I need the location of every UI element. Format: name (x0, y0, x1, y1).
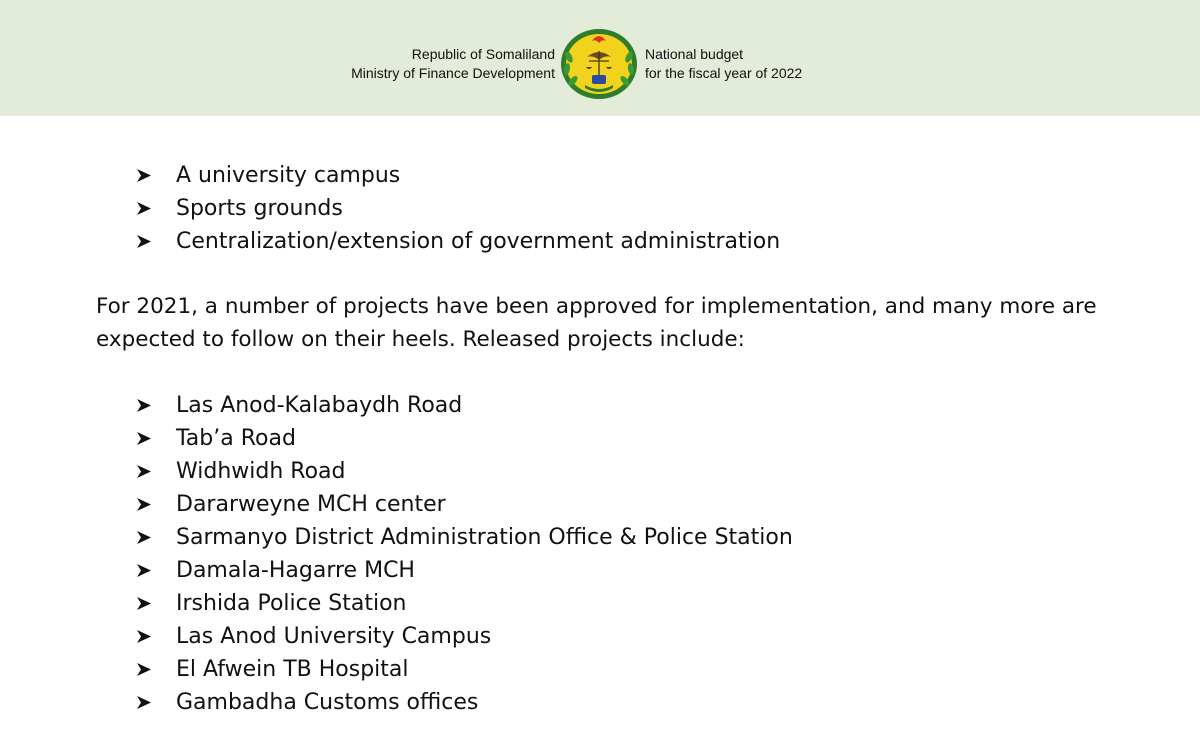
list-item (137, 389, 793, 422)
header-ministry-text: Ministry of Finance Development (351, 65, 555, 81)
list-item (137, 192, 780, 225)
arrowhead-bullet-icon (137, 663, 151, 676)
arrowhead-bullet-icon (137, 169, 151, 182)
list-item (137, 587, 793, 620)
paragraph-line: expected to follow on their heels. Released projects include: (96, 327, 745, 352)
list-item (137, 521, 793, 554)
header-fiscal-year-text: for the fiscal year of 2022 (645, 65, 803, 81)
arrowhead-bullet-icon (137, 498, 151, 511)
arrowhead-bullet-icon (137, 202, 151, 215)
list-item (137, 225, 780, 258)
header-budget-text: National budget (645, 46, 744, 62)
arrowhead-bullet-icon (137, 696, 151, 709)
facilities-list (137, 159, 780, 258)
arrowhead-bullet-icon (137, 531, 151, 544)
list-item-text: Gambadha Customs offices (176, 690, 479, 715)
list-item (137, 159, 780, 192)
header-republic-text: Republic of Somaliland (411, 46, 555, 62)
list-item (137, 554, 793, 587)
list-item-text: A university campus (176, 163, 401, 188)
list-item-text: Sports grounds (176, 196, 343, 221)
list-item (137, 422, 793, 455)
list-item-text: Centralization/extension of government administration (176, 229, 781, 254)
arrowhead-bullet-icon (137, 630, 151, 643)
projects-intro-paragraph (96, 290, 1166, 356)
released-projects-list (137, 389, 793, 719)
arrowhead-bullet-icon (137, 235, 151, 248)
arrowhead-bullet-icon (137, 399, 151, 412)
list-item (137, 620, 793, 653)
arrowhead-bullet-icon (137, 465, 151, 478)
list-item (137, 653, 793, 686)
paragraph-line: For 2021, a number of projects have been approved for implementation, and many more are (96, 294, 1097, 319)
list-item (137, 686, 793, 719)
list-item-text: Dararweyne MCH center (176, 492, 446, 517)
list-item (137, 488, 793, 521)
list-item (137, 455, 793, 488)
list-item-text: Las Anod-Kalabaydh Road (176, 393, 463, 418)
list-item-text: Damala-Hagarre MCH (176, 558, 415, 583)
arrowhead-bullet-icon (137, 564, 151, 577)
list-item-text: Sarmanyo District Administration Office & Police Station (176, 525, 793, 550)
list-item-text: Widhwidh Road (176, 459, 346, 484)
arrowhead-bullet-icon (137, 432, 151, 445)
list-item-text: Tab’a Road (176, 426, 296, 451)
arrowhead-bullet-icon (137, 597, 151, 610)
list-item-text: El Afwein TB Hospital (176, 657, 409, 682)
list-item-text: Las Anod University Campus (176, 624, 492, 649)
list-item-text: Irshida Police Station (176, 591, 407, 616)
